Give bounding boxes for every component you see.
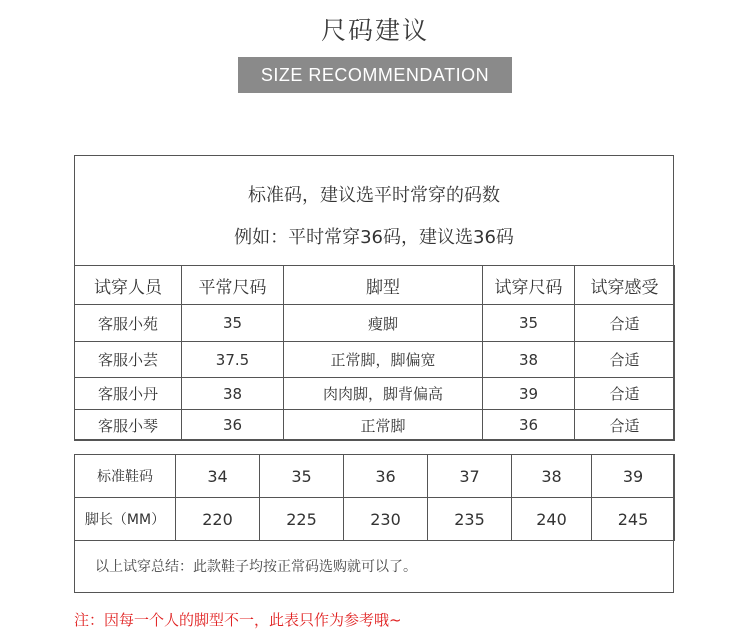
- tester-name: 客服小芸: [75, 342, 182, 378]
- tester-name: 客服小苑: [75, 305, 182, 342]
- column-header: 平常尺码: [182, 266, 284, 305]
- fit-feeling: 合适: [575, 342, 675, 378]
- size-chart-panel: [74, 454, 674, 593]
- fit-feeling: 合适: [575, 378, 675, 410]
- disclaimer-note: 注：因每一个人的脚型不一，此表只作为参考哦~: [74, 611, 402, 629]
- intro-line-2: 例如：平时常穿36码，建议选36码: [234, 227, 514, 248]
- column-header: 试穿感受: [575, 266, 675, 305]
- size-chart-table: [74, 454, 675, 541]
- foot-length: 235: [428, 498, 512, 541]
- foot-length: 230: [344, 498, 428, 541]
- length-row: [75, 498, 675, 541]
- foot-length: 225: [260, 498, 344, 541]
- table-row: [75, 305, 675, 342]
- foot-type: 肉肉脚，脚背偏高: [284, 378, 483, 410]
- table-row: [75, 410, 675, 441]
- shoe-size: 39: [592, 455, 675, 498]
- shoe-size: 37: [428, 455, 512, 498]
- shoe-size: 34: [176, 455, 260, 498]
- usual-size: 38: [182, 378, 284, 410]
- size-recommendation-banner: SIZE RECOMMENDATION: [238, 57, 512, 93]
- trial-size: 39: [483, 378, 575, 410]
- page-title: 尺码建议: [320, 16, 429, 45]
- shoe-size: 38: [512, 455, 592, 498]
- usual-size: 35: [182, 305, 284, 342]
- trial-table: [74, 265, 675, 441]
- size-label: 标准鞋码: [75, 455, 176, 498]
- foot-type: 瘦脚: [284, 305, 483, 342]
- trial-panel: [74, 155, 674, 440]
- tester-name: 客服小琴: [75, 410, 182, 441]
- length-label: 脚长（MM）: [75, 498, 176, 541]
- trial-table-header: [75, 266, 675, 305]
- usual-size: 37.5: [182, 342, 284, 378]
- foot-length: 220: [176, 498, 260, 541]
- table-row: [75, 378, 675, 410]
- tester-name: 客服小丹: [75, 378, 182, 410]
- trial-size: 35: [483, 305, 575, 342]
- foot-type: 正常脚: [284, 410, 483, 441]
- column-header: 试穿尺码: [483, 266, 575, 305]
- column-header: 试穿人员: [75, 266, 182, 305]
- usual-size: 36: [182, 410, 284, 441]
- foot-length: 240: [512, 498, 592, 541]
- trial-summary: 以上试穿总结：此款鞋子均按正常码选购就可以了。: [95, 559, 417, 575]
- intro-line-1: 标准码，建议选平时常穿的码数: [248, 185, 500, 206]
- fit-feeling: 合适: [575, 305, 675, 342]
- shoe-size: 36: [344, 455, 428, 498]
- size-row: [75, 455, 675, 498]
- table-row: [75, 342, 675, 378]
- column-header: 脚型: [284, 266, 483, 305]
- fit-feeling: 合适: [575, 410, 675, 441]
- trial-size: 38: [483, 342, 575, 378]
- intro-area: [75, 156, 673, 265]
- foot-length: 245: [592, 498, 675, 541]
- shoe-size: 35: [260, 455, 344, 498]
- trial-size: 36: [483, 410, 575, 441]
- foot-type: 正常脚，脚偏宽: [284, 342, 483, 378]
